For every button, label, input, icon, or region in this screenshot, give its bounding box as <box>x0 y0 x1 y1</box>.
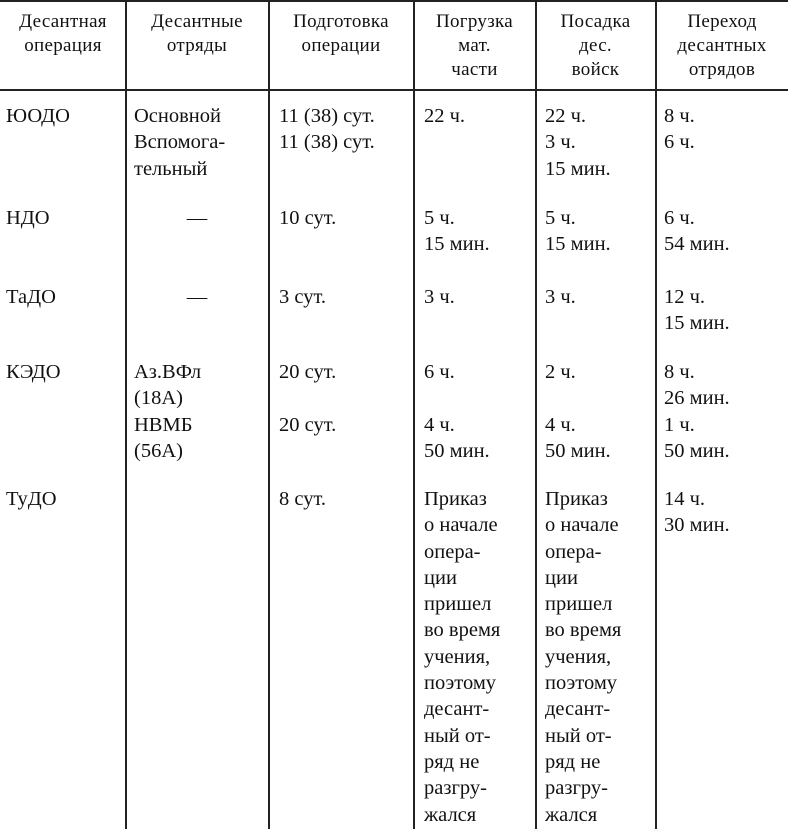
row-5-transit: 14 ч. 30 мин. <box>664 488 730 537</box>
header-detachments: Десантные отряды <box>151 11 243 56</box>
row-4-boarding: 2 ч. 4 ч. 50 мин. <box>545 361 611 462</box>
header-preparation: Подготовка операции <box>293 11 389 56</box>
row-2-detachments: — <box>186 207 208 229</box>
row-2-operation: НДО <box>6 207 50 229</box>
row-1-detachments: Основной Вспомога- тельный <box>134 105 226 180</box>
row-4-detachments: Аз.ВФл (18А) НВМБ (56А) <box>134 361 202 462</box>
row-2-boarding: 5 ч. 15 мин. <box>545 207 611 256</box>
header-bottom-rule <box>0 89 788 91</box>
row-3-transit: 12 ч. 15 мин. <box>664 286 730 335</box>
row-4-preparation: 20 сут. 20 сут. <box>279 361 337 436</box>
column-divider <box>655 0 657 829</box>
header-boarding: Посадка дес. войск <box>560 11 631 80</box>
column-divider <box>413 0 415 829</box>
row-1-boarding: 22 ч. 3 ч. 15 мин. <box>545 105 611 180</box>
row-3-loading: 3 ч. <box>424 286 455 308</box>
header-loading: Погрузка мат. части <box>435 11 514 80</box>
row-4-operation: КЭДО <box>6 361 61 383</box>
row-2-preparation: 10 сут. <box>279 207 337 229</box>
column-divider <box>535 0 537 829</box>
row-2-transit: 6 ч. 54 мин. <box>664 207 730 256</box>
row-5-preparation: 8 сут. <box>279 488 326 510</box>
header-transit: Переход десантных отрядов <box>677 11 767 80</box>
row-1-operation: ЮОДО <box>6 105 70 127</box>
row-1-preparation: 11 (38) сут. 11 (38) сут. <box>279 105 375 154</box>
row-4-loading: 6 ч. 4 ч. 50 мин. <box>424 361 490 462</box>
header-operation: Десантная операция <box>19 11 107 56</box>
table-top-rule <box>0 0 788 2</box>
column-divider <box>268 0 270 829</box>
row-1-loading: 22 ч. <box>424 105 466 127</box>
row-5-operation: ТуДО <box>6 488 57 510</box>
row-5-boarding: Приказ о начале опера- ции пришел во время учения, поэтому десант- ный от- ряд не разгру- жался <box>545 488 622 826</box>
row-3-operation: ТаДО <box>6 286 56 308</box>
row-2-loading: 5 ч. 15 мин. <box>424 207 490 256</box>
row-3-preparation: 3 сут. <box>279 286 326 308</box>
row-4-transit: 8 ч. 26 мин. 1 ч. 50 мин. <box>664 361 730 462</box>
row-1-transit: 8 ч. 6 ч. <box>664 105 695 154</box>
row-5-loading: Приказ о начале опера- ции пришел во время учения, поэтому десант- ный от- ряд не разгру- жался <box>424 488 501 826</box>
column-divider <box>125 0 127 829</box>
row-3-boarding: 3 ч. <box>545 286 576 308</box>
row-3-detachments: — <box>186 286 208 308</box>
